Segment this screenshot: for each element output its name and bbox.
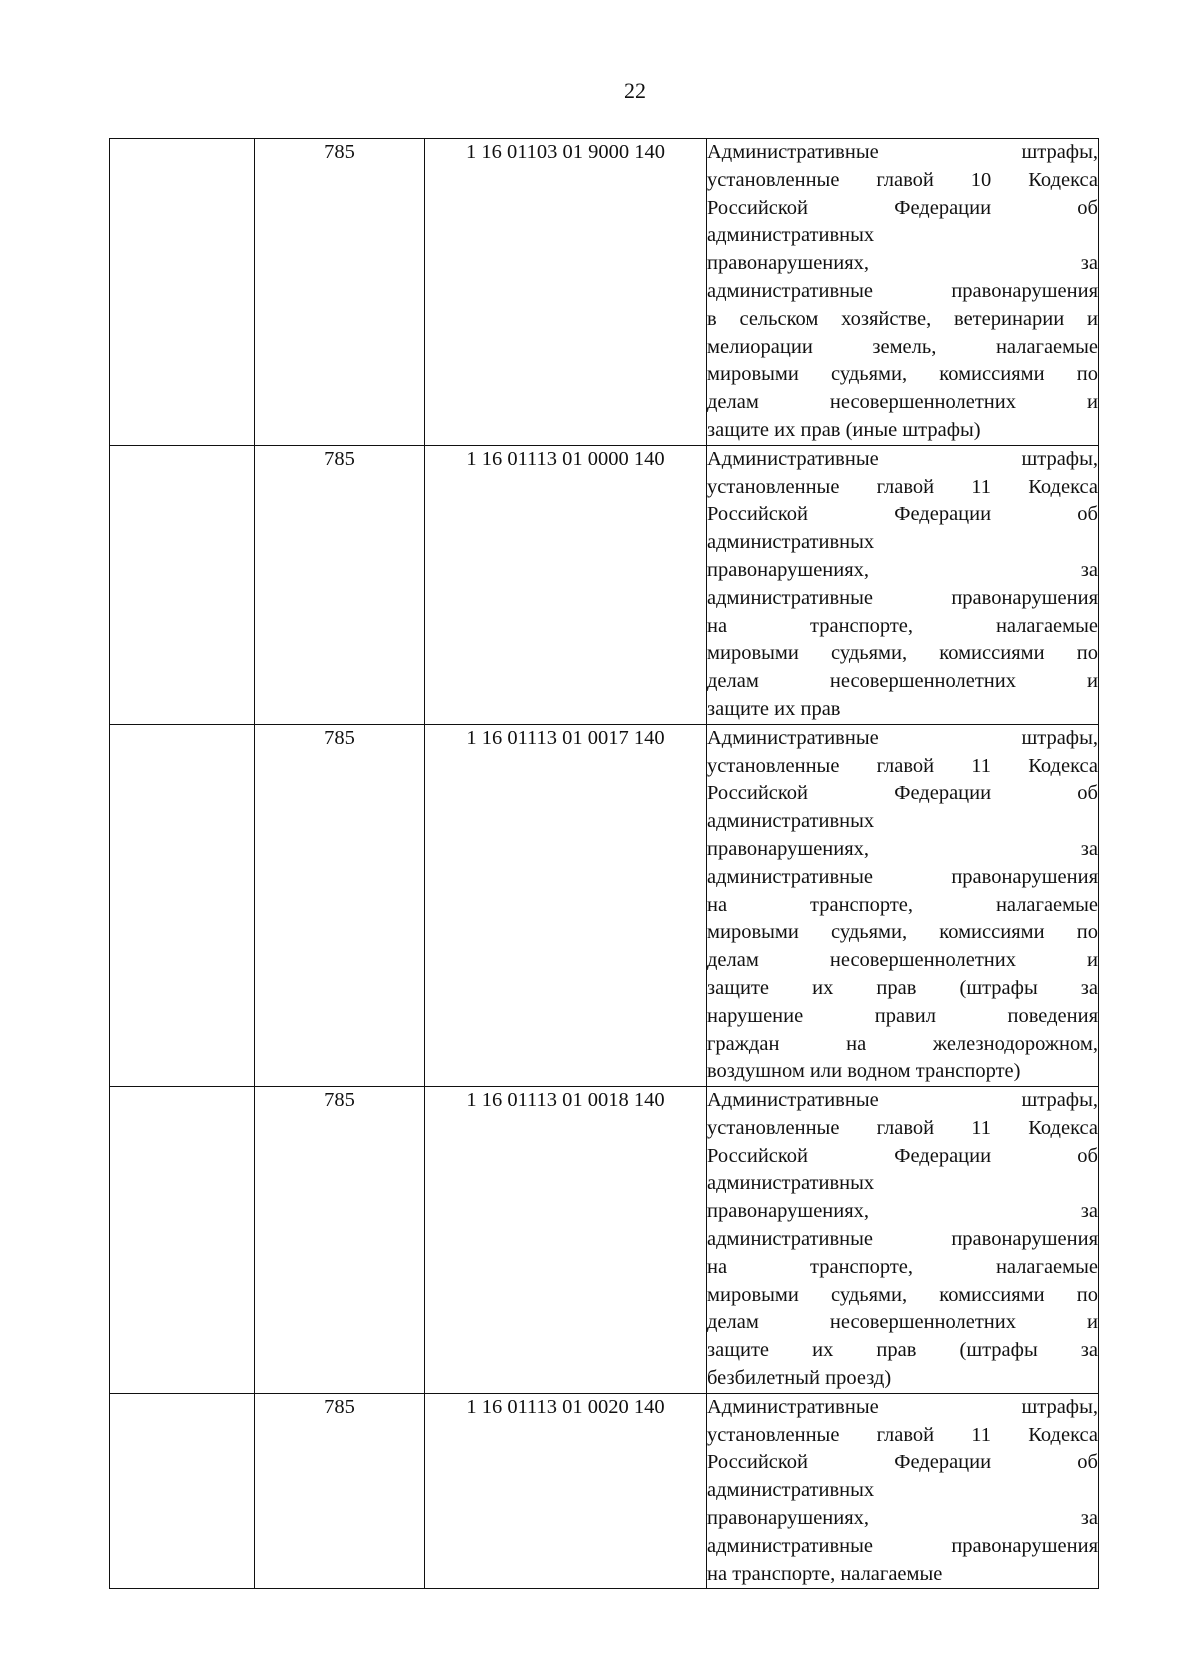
table-row	[110, 139, 1099, 446]
description-line: административных	[707, 531, 875, 554]
description-line: нарушение правил поведения	[707, 1004, 1098, 1027]
description-line: Российской Федерации об	[707, 782, 1098, 805]
revenue-codes-table	[109, 138, 1099, 1589]
table-row	[110, 1393, 1099, 1589]
description-line: на транспорте, налагаемые	[707, 1255, 1098, 1278]
description-line: воздушном или водном транспорте)	[707, 1060, 1021, 1083]
budget-classification-code-cell: 1 16 01103 01 9000 140	[425, 139, 707, 446]
description-line: правонарушениях, за	[707, 837, 1098, 860]
description-line: Российской Федерации об	[707, 196, 1098, 219]
description-line: правонарушениях, за	[707, 252, 1098, 275]
description-cell	[707, 139, 1099, 446]
description-line: мировыми судьями, комиссиями по	[707, 921, 1098, 944]
description-line: правонарушениях, за	[707, 1507, 1098, 1530]
description-line: делам несовершеннолетних и	[707, 670, 1098, 693]
description-line: мелиорации земель, налагаемые	[707, 335, 1098, 358]
description-line: правонарушениях, за	[707, 1200, 1098, 1223]
table-body	[110, 139, 1099, 1589]
description-cell	[707, 1393, 1099, 1589]
description-line: Административные штрафы,	[707, 141, 1098, 163]
description-line: административных	[707, 224, 875, 247]
administrator-code-cell: 785	[255, 724, 425, 1086]
budget-classification-code-cell: 1 16 01113 01 0020 140	[425, 1393, 707, 1589]
description-line: защите их прав (иные штрафы)	[707, 418, 981, 441]
administrator-code-cell: 785	[255, 1393, 425, 1589]
description-line: в сельском хозяйстве, ветеринарии и	[707, 307, 1098, 330]
page-number: 22	[624, 78, 646, 103]
description-line: мировыми судьями, комиссиями по	[707, 642, 1098, 665]
budget-classification-code-cell: 1 16 01113 01 0018 140	[425, 1087, 707, 1394]
description-line: Российской Федерации об	[707, 1451, 1098, 1474]
description-line: на транспорте, налагаемые	[707, 1562, 943, 1585]
description-line: делам несовершеннолетних и	[707, 391, 1098, 414]
description-line: Административные штрафы,	[707, 726, 1098, 749]
description-line: правонарушениях, за	[707, 558, 1098, 581]
budget-classification-code-cell: 1 16 01113 01 0017 140	[425, 724, 707, 1086]
description-line: делам несовершеннолетних и	[707, 1311, 1098, 1334]
description-line: Административные штрафы,	[707, 447, 1098, 470]
empty-cell	[110, 1393, 255, 1589]
description-line: граждан на железнодорожном,	[707, 1032, 1098, 1055]
administrator-code-cell: 785	[255, 1087, 425, 1394]
description-line: Административные штрафы,	[707, 1089, 1098, 1112]
description-line: установленные главой 11 Кодекса	[707, 1423, 1098, 1446]
description-line: административных	[707, 810, 875, 833]
description-line: защите их прав (штрафы за	[707, 976, 1098, 999]
description-cell	[707, 724, 1099, 1086]
description-line: защите их прав (штрафы за	[707, 1339, 1098, 1362]
description-line: на транспорте, налагаемые	[707, 614, 1098, 637]
description-line: административные правонарушения	[707, 1534, 1098, 1557]
description-line: установленные главой 11 Кодекса	[707, 1116, 1098, 1139]
description-line: установленные главой 10 Кодекса	[707, 168, 1098, 191]
description-line: мировыми судьями, комиссиями по	[707, 363, 1098, 386]
description-line: Российской Федерации об	[707, 503, 1098, 526]
description-line: защите их прав	[707, 697, 841, 720]
description-cell	[707, 445, 1099, 724]
description-line: Российской Федерации об	[707, 1144, 1098, 1167]
description-line: на транспорте, налагаемые	[707, 893, 1098, 916]
description-line: делам несовершеннолетних и	[707, 949, 1098, 972]
description-line: установленные главой 11 Кодекса	[707, 754, 1098, 777]
administrator-code-cell: 785	[255, 445, 425, 724]
description-line: административные правонарушения	[707, 865, 1098, 888]
description-line: административных	[707, 1172, 875, 1195]
table-row	[110, 445, 1099, 724]
budget-classification-code-cell: 1 16 01113 01 0000 140	[425, 445, 707, 724]
description-line: Административные штрафы,	[707, 1395, 1098, 1418]
description-line: административных	[707, 1479, 875, 1502]
empty-cell	[110, 445, 255, 724]
description-line: установленные главой 11 Кодекса	[707, 475, 1098, 498]
description-cell	[707, 1087, 1099, 1394]
empty-cell	[110, 724, 255, 1086]
description-line: административные правонарушения	[707, 279, 1098, 302]
description-line: административные правонарушения	[707, 586, 1098, 609]
table-row	[110, 1087, 1099, 1394]
table-row	[110, 724, 1099, 1086]
description-line: мировыми судьями, комиссиями по	[707, 1283, 1098, 1306]
description-line: безбилетный проезд)	[707, 1367, 892, 1390]
administrator-code-cell: 785	[255, 139, 425, 446]
empty-cell	[110, 1087, 255, 1394]
description-line: административные правонарушения	[707, 1228, 1098, 1251]
empty-cell	[110, 139, 255, 446]
